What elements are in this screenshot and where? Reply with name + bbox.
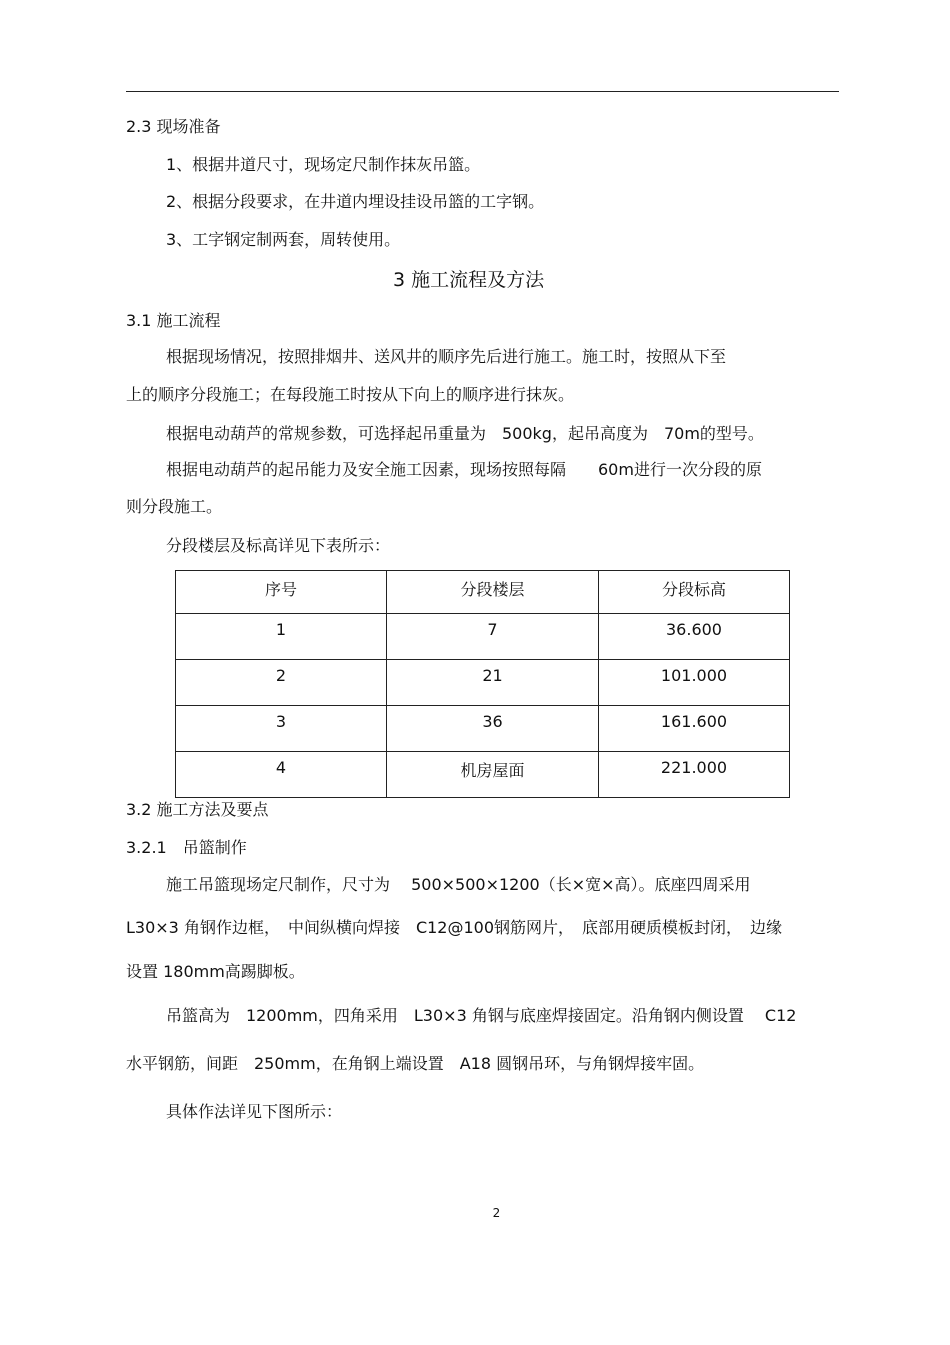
- section-3-2-heading: 3.2 施工方法及要点: [126, 800, 269, 819]
- header-rule: [126, 91, 839, 92]
- subsection-heading: 3.2.1 吊篮制作: [126, 838, 247, 857]
- list-item-2: 2、根据分段要求，在井道内埋设挂设吊篮的工字钢。: [166, 192, 545, 211]
- table-intro: 分段楼层及标高详见下表所示：: [166, 536, 391, 555]
- paragraph-line: 施工吊篮现场定尺制作，尺寸为 500×500×1200（长×宽×高）。底座四周采用: [166, 875, 751, 894]
- paragraph-line: L30×3 角钢作边框， 中间纵横向焊接 C12@100钢筋网片， 底部用硬质模板封闭， 边缘: [126, 918, 783, 937]
- table-cell: 221.000: [599, 752, 790, 798]
- table-cell: 4: [176, 752, 387, 798]
- list-item-1: 1、根据井道尺寸，现场定尺制作抹灰吊篮。: [166, 155, 481, 174]
- section-3-1-heading: 3.1 施工流程: [126, 311, 221, 330]
- table-row: [176, 752, 790, 798]
- paragraph-line: 水平钢筋，间距 250mm，在角钢上端设置 A18 圆钢吊环，与角钢焊接牢固。: [126, 1054, 705, 1073]
- table-header-cell: 序号: [176, 571, 387, 614]
- table-cell: 3: [176, 706, 387, 752]
- table-row: [176, 706, 790, 752]
- table-cell: 36: [387, 706, 599, 752]
- paragraph-line: 吊篮高为 1200mm，四角采用 L30×3 角钢与底座焊接固定。沿角钢内侧设置 C12: [166, 1006, 797, 1025]
- paragraph-line: 根据现场情况，按照排烟井、送风井的顺序先后进行施工。施工时，按照从下至: [166, 347, 727, 366]
- paragraph-line: 根据电动葫芦的常规参数，可选择起吊重量为 500kg，起吊高度为 70m的型号。: [166, 424, 764, 443]
- table-cell: 7: [387, 614, 599, 660]
- table-cell: 21: [387, 660, 599, 706]
- table-header-row: [176, 571, 790, 614]
- table-cell: 36.600: [599, 614, 790, 660]
- table-cell: 1: [176, 614, 387, 660]
- list-item-3: 3、工字钢定制两套，周转使用。: [166, 230, 401, 249]
- paragraph-line: 根据电动葫芦的起吊能力及安全施工因素，现场按照每隔 60m进行一次分段的原: [166, 460, 762, 479]
- paragraph-line: 则分段施工。: [126, 497, 223, 516]
- segment-table: [175, 570, 790, 798]
- chapter-title: 3 施工流程及方法: [393, 269, 545, 291]
- paragraph-line: 设置 180mm高踢脚板。: [126, 962, 305, 981]
- table-cell: 161.600: [599, 706, 790, 752]
- table-cell: 101.000: [599, 660, 790, 706]
- table-header-cell: 分段楼层: [387, 571, 599, 614]
- page-number: 2: [492, 1206, 501, 1220]
- table-row: [176, 660, 790, 706]
- table-cell: 2: [176, 660, 387, 706]
- table-cell: 机房屋面: [387, 752, 599, 798]
- table-header-cell: 分段标高: [599, 571, 790, 614]
- paragraph-line: 具体作法详见下图所示：: [166, 1102, 343, 1121]
- table-row: [176, 614, 790, 660]
- section-2-3-heading: 2.3 现场准备: [126, 117, 221, 136]
- paragraph-line: 上的顺序分段施工；在每段施工时按从下向上的顺序进行抹灰。: [126, 385, 575, 404]
